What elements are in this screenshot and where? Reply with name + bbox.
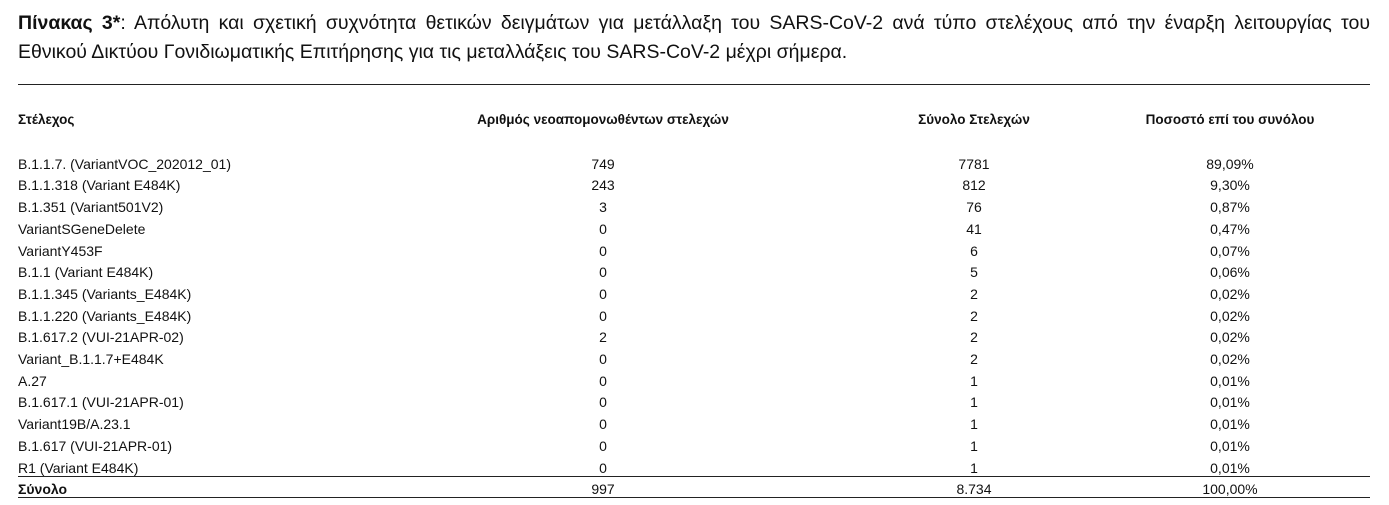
total-strains-cell: 2 bbox=[970, 351, 978, 368]
total-strains-cell: 2 bbox=[970, 285, 978, 302]
variant-frequency-table bbox=[18, 106, 1370, 501]
strain-name-cell: VariantSGeneDelete bbox=[18, 220, 146, 237]
total-strains-cell: 41 bbox=[966, 220, 982, 237]
table-row bbox=[18, 349, 1370, 371]
table-row bbox=[18, 262, 1370, 284]
percentage-cell: 0,02% bbox=[1210, 285, 1250, 302]
strain-name-cell: B.1.1 (Variant E484K) bbox=[18, 264, 154, 281]
strain-name-cell: B.1.617.1 (VUI-21APR-01) bbox=[18, 394, 184, 411]
strain-name-cell: B.1.351 (Variant501V2) bbox=[18, 199, 164, 216]
header-percentage: Ποσοστό επί του συνόλου bbox=[1145, 111, 1315, 127]
new-isolates-cell: 0 bbox=[599, 351, 607, 368]
new-isolates-cell: 749 bbox=[591, 155, 615, 172]
new-isolates-cell: 0 bbox=[599, 416, 607, 433]
total-strains-cell: 812 bbox=[962, 177, 986, 194]
total-strains-cell: 7781 bbox=[958, 155, 990, 172]
table-bottom-rule bbox=[18, 497, 1370, 498]
total-label: Σύνολο bbox=[18, 481, 68, 498]
table-top-rule bbox=[18, 84, 1370, 85]
total-strains-cell: 1 bbox=[970, 416, 978, 433]
table-row bbox=[18, 371, 1370, 393]
table-body bbox=[18, 154, 1370, 480]
caption-text: : Απόλυτη και σχετική συχνότητα θετικών δειγμάτων για μετάλλαξη του SARS-CoV-2 ανά τύπο στελέχους από την έναρξη λειτουργίας του Εθνικού Δικτύου Γονιδιωματικής Επιτήρησης για τις μεταλλάξεις του SARS-CoV-2 μέχρι σήμερα. bbox=[18, 12, 1370, 63]
table-row bbox=[18, 175, 1370, 197]
table-row bbox=[18, 154, 1370, 176]
strain-name-cell: B.1.1.220 (Variants_E484K) bbox=[18, 307, 192, 324]
percentage-cell: 0,01% bbox=[1210, 459, 1250, 476]
table-row bbox=[18, 327, 1370, 349]
new-isolates-cell: 0 bbox=[599, 372, 607, 389]
percentage-cell: 9,30% bbox=[1210, 177, 1250, 194]
new-isolates-cell: 0 bbox=[599, 394, 607, 411]
total-strains-cell: 2 bbox=[970, 329, 978, 346]
total-new-isolates: 997 bbox=[591, 481, 615, 498]
percentage-cell: 0,01% bbox=[1210, 394, 1250, 411]
percentage-cell: 0,02% bbox=[1210, 307, 1250, 324]
percentage-cell: 0,02% bbox=[1210, 351, 1250, 368]
table-row bbox=[18, 284, 1370, 306]
caption-label: Πίνακας 3* bbox=[18, 12, 121, 34]
strain-name-cell: B.1.1.318 (Variant E484K) bbox=[18, 177, 181, 194]
table-row bbox=[18, 392, 1370, 414]
strain-name-cell: R1 (Variant E484K) bbox=[18, 459, 139, 476]
strain-name-cell: A.27 bbox=[18, 372, 47, 389]
strain-name-cell: Variant19B/A.23.1 bbox=[18, 416, 131, 433]
percentage-cell: 0,07% bbox=[1210, 242, 1250, 259]
table-row bbox=[18, 306, 1370, 328]
percentage-cell: 0,01% bbox=[1210, 416, 1250, 433]
new-isolates-cell: 2 bbox=[599, 329, 607, 346]
new-isolates-cell: 0 bbox=[599, 242, 607, 259]
percentage-cell: 0,87% bbox=[1210, 199, 1250, 216]
total-strains-cell: 5 bbox=[970, 264, 978, 281]
table-header-row bbox=[18, 106, 1370, 132]
new-isolates-cell: 0 bbox=[599, 285, 607, 302]
strain-name-cell: Variant_B.1.1.7+E484K bbox=[18, 351, 164, 368]
new-isolates-cell: 0 bbox=[599, 264, 607, 281]
header-new-isolates: Αριθμός νεοαπομονωθέντων στελεχών bbox=[477, 111, 729, 127]
percentage-cell: 0,01% bbox=[1210, 372, 1250, 389]
new-isolates-cell: 0 bbox=[599, 459, 607, 476]
percentage-cell: 0,06% bbox=[1210, 264, 1250, 281]
strain-name-cell: VariantY453F bbox=[18, 242, 103, 259]
table-row bbox=[18, 219, 1370, 241]
percentage-cell: 0,01% bbox=[1210, 437, 1250, 454]
table-row bbox=[18, 241, 1370, 263]
total-strains-cell: 1 bbox=[970, 437, 978, 454]
total-strains-cell: 1 bbox=[970, 372, 978, 389]
strain-name-cell: B.1.617 (VUI-21APR-01) bbox=[18, 437, 173, 454]
total-percentage: 100,00% bbox=[1202, 481, 1258, 498]
total-strains-cell: 6 bbox=[970, 242, 978, 259]
strain-name-cell: B.1.1.345 (Variants_E484K) bbox=[18, 285, 192, 302]
new-isolates-cell: 0 bbox=[599, 220, 607, 237]
table-row bbox=[18, 414, 1370, 436]
percentage-cell: 0,02% bbox=[1210, 329, 1250, 346]
table-caption bbox=[18, 9, 1370, 67]
table-row bbox=[18, 436, 1370, 458]
new-isolates-cell: 243 bbox=[591, 177, 615, 194]
strain-name-cell: B.1.617.2 (VUI-21APR-02) bbox=[18, 329, 184, 346]
new-isolates-cell: 0 bbox=[599, 437, 607, 454]
new-isolates-cell: 3 bbox=[599, 199, 607, 216]
total-separator-rule bbox=[18, 476, 1370, 477]
total-strains: 8.734 bbox=[956, 481, 992, 498]
strain-name-cell: B.1.1.7. (VariantVOC_202012_01) bbox=[18, 155, 231, 172]
total-strains-cell: 76 bbox=[966, 199, 982, 216]
header-strain: Στέλεχος bbox=[18, 111, 75, 127]
table-row bbox=[18, 197, 1370, 219]
total-strains-cell: 1 bbox=[970, 459, 978, 476]
total-strains-cell: 2 bbox=[970, 307, 978, 324]
new-isolates-cell: 0 bbox=[599, 307, 607, 324]
percentage-cell: 0,47% bbox=[1210, 220, 1250, 237]
header-total-strains: Σύνολο Στελεχών bbox=[918, 111, 1030, 127]
total-strains-cell: 1 bbox=[970, 394, 978, 411]
percentage-cell: 89,09% bbox=[1206, 155, 1254, 172]
